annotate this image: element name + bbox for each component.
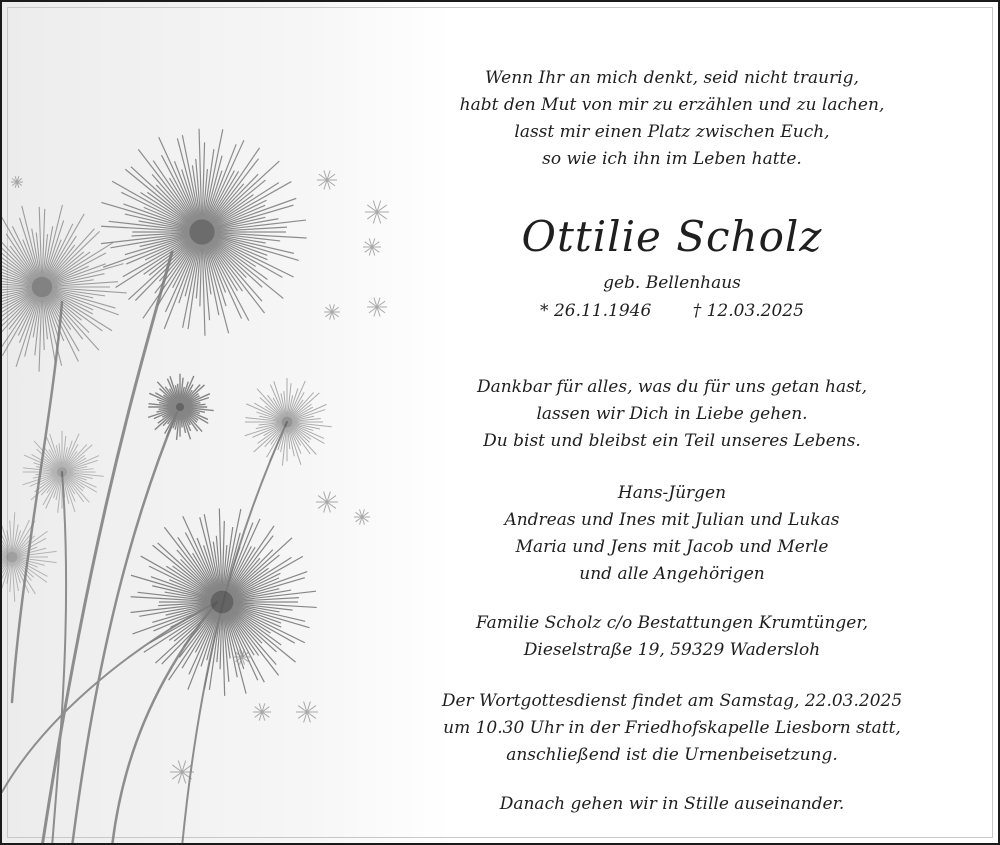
death-date: † 12.03.2025 — [692, 301, 804, 321]
maiden-name: geb. Bellenhaus — [603, 273, 741, 293]
birth-date: * 26.11.1946 — [540, 301, 652, 321]
dandelion-head — [131, 509, 317, 696]
closing-line: Danach gehen wir in Stille auseinander. — [499, 794, 845, 814]
mourner-line-3: Maria und Jens mit Jacob und Merle — [515, 537, 829, 557]
floating-seed — [324, 304, 340, 319]
poem-line-4: so wie ich ihn im Leben hatte. — [542, 149, 802, 169]
dandelion-head — [245, 378, 332, 466]
floating-seed — [253, 703, 271, 720]
dandelion-illustration — [2, 2, 422, 845]
floating-seed — [11, 176, 23, 187]
poem-line-1: Wenn Ihr an mich denkt, seid nicht traurig, — [485, 68, 859, 88]
dandelion-head — [101, 129, 307, 336]
dandelion-head — [148, 374, 214, 440]
dandelion-head — [2, 205, 127, 372]
poem-line-2: habt den Mut von mir zu erzählen und zu lachen, — [459, 95, 885, 115]
gratitude-line-1: Dankbar für alles, was du für uns getan hast, — [476, 377, 868, 397]
floating-seed — [354, 509, 370, 524]
poem-line-3: lasst mir einen Platz zwischen Euch, — [514, 122, 830, 142]
deceased-name: Ottilie Scholz — [521, 212, 823, 261]
dandelion-head — [2, 512, 57, 602]
gratitude-line-2: lassen wir Dich in Liebe gehen. — [536, 404, 808, 424]
floating-seed — [296, 702, 318, 723]
mourner-line-4: und alle Angehörigen — [579, 564, 765, 584]
service-line-1: Der Wortgottesdienst findet am Samstag, 22.03.2025 — [441, 691, 903, 711]
address-line-2: Dieselstraße 19, 59329 Wadersloh — [523, 640, 821, 660]
service-line-2: um 10.30 Uhr in der Friedhofskapelle Liesborn statt, — [443, 718, 901, 738]
floating-seed — [363, 238, 381, 255]
gratitude-line-3: Du bist und bleibst ein Teil unseres Lebens. — [483, 431, 861, 451]
life-dates — [382, 298, 962, 324]
address-line-1: Familie Scholz c/o Bestattungen Krumtünger, — [475, 613, 869, 633]
floating-seed — [317, 170, 337, 189]
service-line-3: anschließend ist die Urnenbeisetzung. — [506, 745, 838, 765]
mourner-line-1: Hans-Jürgen — [617, 483, 727, 503]
mourner-line-2: Andreas und Ines mit Julian und Lukas — [504, 510, 840, 530]
floating-seed — [316, 492, 338, 513]
